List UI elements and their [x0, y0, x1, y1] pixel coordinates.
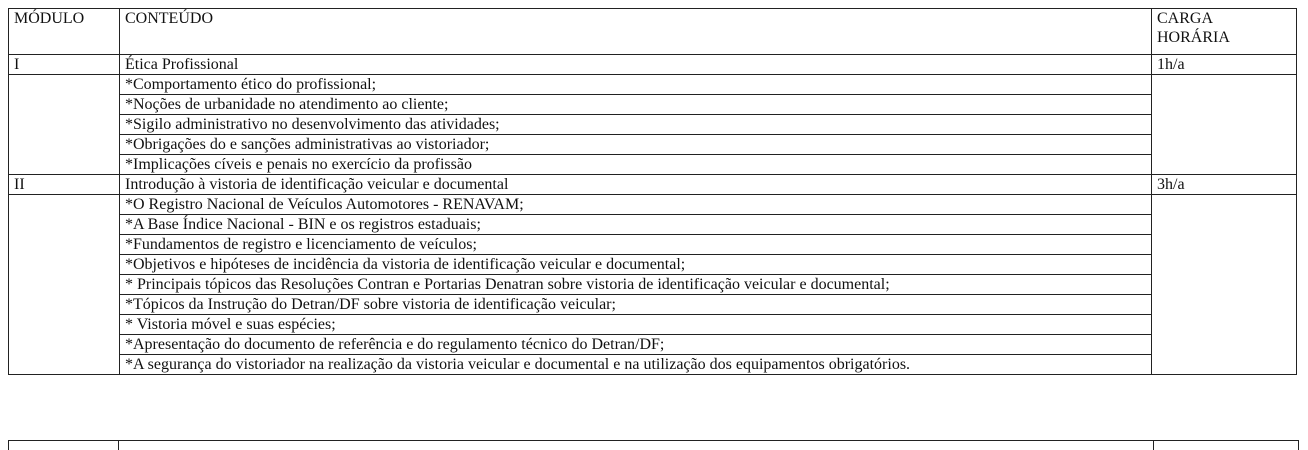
empty-cell: [1152, 75, 1297, 175]
module-title: Ética Profissional: [120, 55, 1152, 75]
list-item: *A segurança do vistoriador na realização da vistoria veicular e documental e na utilização dos equipamentos obrigatórios.: [125, 356, 911, 373]
empty-cell: [9, 75, 120, 175]
list-item: *Noções de urbanidade no atendimento ao cliente;: [120, 95, 1151, 115]
list-item: *Implicações cíveis e penais no exercício da profissão: [125, 156, 472, 173]
module-hours: 1h/a: [1152, 55, 1297, 75]
list-item: *Fundamentos de registro e licenciamento de veículos;: [120, 235, 1151, 255]
list-item: * Principais tópicos das Resoluções Contran e Portarias Denatran sobre vistoria de identificação veicular e documental;: [120, 275, 1151, 295]
list-item: *Tópicos da Instrução do Detran/DF sobre vistoria de identificação veicular;: [120, 295, 1151, 315]
list-item: * Vistoria móvel e suas espécies;: [120, 315, 1151, 335]
list-item: *Comportamento ético do profissional;: [120, 75, 1151, 95]
module-row: [9, 55, 1297, 75]
module-items-row: [9, 75, 1297, 175]
module-items: [120, 75, 1152, 175]
list-item: *Apresentação do documento de referência e do regulamento técnico do Detran/DF;: [120, 335, 1151, 355]
empty-cell: [1152, 195, 1297, 375]
header-row: [9, 9, 1297, 55]
module-number: I: [9, 55, 120, 75]
list-item: *Objetivos e hipóteses de incidência da vistoria de identificação veicular e documental;: [120, 255, 1151, 275]
curriculum-document: [8, 8, 1297, 375]
module-hours: 3h/a: [1152, 175, 1297, 195]
module-items: [120, 195, 1152, 375]
header-carga: [1152, 9, 1297, 55]
list-item: *A Base Índice Nacional - BIN e os registros estaduais;: [120, 215, 1151, 235]
curriculum-table: [8, 8, 1297, 375]
list-item: *Sigilo administrativo no desenvolvimento das atividades;: [120, 115, 1151, 135]
module-title: Introdução à vistoria de identificação veicular e documental: [120, 175, 1152, 195]
header-conteudo: CONTEÚDO: [120, 9, 1152, 55]
list-item: *Obrigações do e sanções administrativas ao vistoriador;: [120, 135, 1151, 155]
header-modulo: MÓDULO: [9, 9, 120, 55]
list-item: *O Registro Nacional de Veículos Automotores - RENAVAM;: [120, 195, 1151, 215]
empty-cell: [9, 195, 120, 375]
header-carga-line1: CARGA: [1157, 10, 1214, 27]
header-carga-line2: HORÁRIA: [1157, 29, 1230, 46]
module-row: [9, 175, 1297, 195]
module-items-row: [9, 195, 1297, 375]
module-number: II: [9, 175, 120, 195]
